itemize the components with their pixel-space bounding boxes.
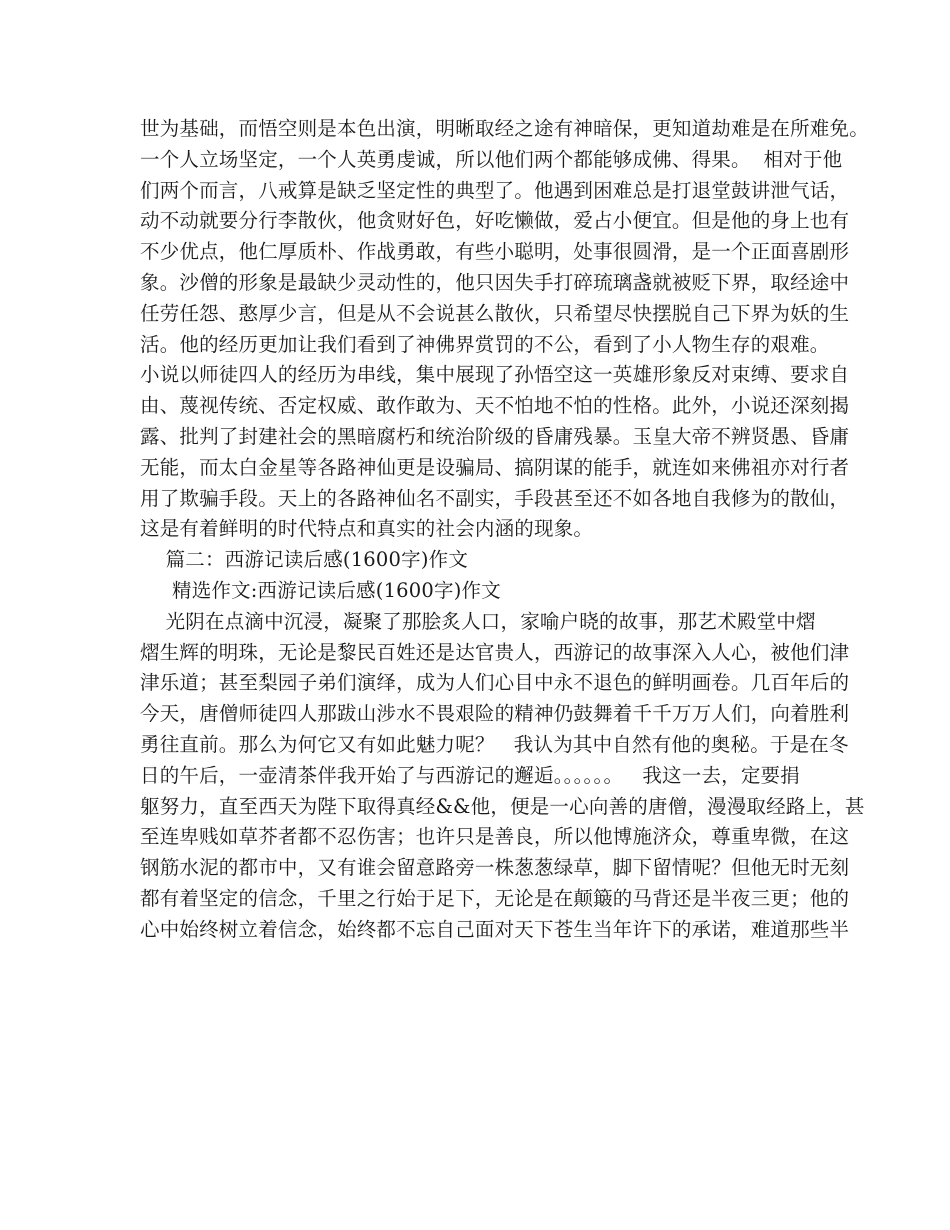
text-line: 世为基础，而悟空则是本色出演，明晰取经之途有神暗保，更知道劫难是在所难免。: [140, 117, 869, 140]
text-line: 们两个而言，八戒算是缺乏坚定性的典型了。他遇到困难总是打退堂鼓讲泄气话，: [140, 178, 850, 202]
text-line: 这是有着鲜明的时代特点和真实的社会内涵的现象。: [140, 517, 594, 541]
text-line: 露、批判了封建社会的黑暗腐朽和统治阶级的昏庸残暴。玉皇大帝不辨贤愚、昏庸: [140, 425, 850, 448]
text-line: 勇往直前。那么为何它又有如此魅力呢？ 我认为其中自然有他的奥秘。于是在冬: [140, 733, 849, 756]
text-line: 心中始终树立着信念，始终都不忘自己面对天下苍生当年许下的承诺，难道那些半: [140, 917, 850, 941]
text-line: 至连卑贱如草芥者都不忍伤害；也许只是善良，所以他博施济众，尊重卑微，在这: [140, 825, 850, 849]
text-line: 熠生辉的明珠，无论是黎民百姓还是达官贵人，西游记的故事深入人心，被他们津: [140, 640, 850, 664]
text-line: 躯努力，直至西天为陛下取得真经&&他，便是一心向善的唐僧，漫漫取经路上，甚: [140, 794, 865, 818]
text-line: 动不动就要分行李散伙，他贪财好色，好吃懒做，爱占小便宜。但是他的身上也有: [140, 209, 850, 233]
text-line: 精选作文:西游记读后感(1600字)作文: [140, 579, 501, 602]
text-line: 象。沙僧的形象是最缺少灵动性的，他只因失手打碎琉璃盏就被贬下界，取经途中: [140, 271, 850, 294]
text-line: 无能，而太白金星等各路神仙更是设骗局、搞阴谋的能手，就连如来佛祖亦对行者: [140, 455, 850, 479]
text-line: 任劳任怨、憨厚少言，但是从不会说甚么散伙，只希望尽快摆脱自己下界为妖的生: [140, 301, 850, 325]
text-line: 今天，唐僧师徒四人那跋山涉水不畏艰险的精神仍鼓舞着千千万万人们，向着胜利: [140, 702, 850, 726]
text-line: 津乐道；甚至梨园子弟们演绎，成为人们心目中永不退色的鲜明画卷。几百年后的: [140, 671, 850, 695]
text-line: 一个人立场坚定，一个人英勇虔诚，所以他们两个都能够成佛、得果。 相对于他: [140, 147, 843, 171]
text-line: 小说以师徒四人的经历为串线，集中展现了孙悟空这一英雄形象反对束缚、要求自: [140, 363, 850, 387]
text-line: 不少优点，他仁厚质朴、作战勇敢，有些小聪明，处事很圆滑，是一个正面喜剧形: [140, 240, 850, 264]
text-line: 由、蔑视传统、否定权威、敢作敢为、天不怕地不怕的性格。此外，小说还深刻揭: [140, 394, 850, 418]
text-line: 用了欺骗手段。天上的各路神仙名不副实，手段甚至还不如各地自我修为的散仙，: [140, 486, 850, 510]
text-line: 篇二：西游记读后感(1600字)作文: [140, 548, 469, 572]
text-line: 钢筋水泥的都市中，又有谁会留意路旁一株葱葱绿草，脚下留情呢？但他无时无刻: [140, 856, 850, 880]
text-line: 日的午后，一壶清茶伴我开始了与西游记的邂逅。。。。。。 我这一去，定要捐: [140, 763, 800, 787]
text-line: 活。他的经历更加让我们看到了神佛界赏罚的不公，看到了小人物生存的艰难。: [140, 332, 830, 356]
text-line: 光阴在点滴中沉浸，凝聚了那脍炙人口，家喻户晓的故事，那艺术殿堂中熠: [140, 609, 816, 633]
text-line: 都有着坚定的信念，千里之行始于足下，无论是在颠簸的马背还是半夜三更；他的: [140, 887, 850, 910]
